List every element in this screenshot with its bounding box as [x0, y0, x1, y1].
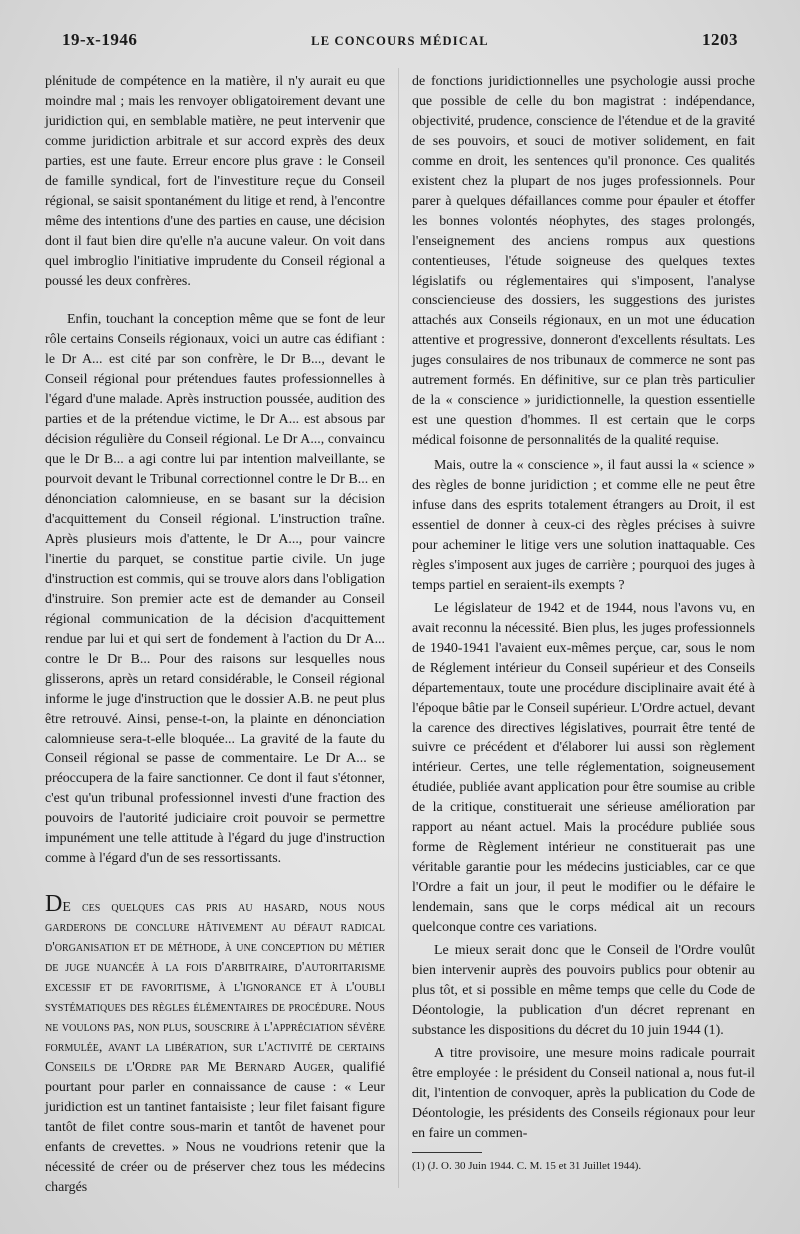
issue-date: 19-x-1946 [62, 30, 138, 49]
journal-title: LE CONCOURS MÉDICAL [311, 34, 489, 48]
paragraph: Enfin, touchant la conception même que se font de leur rôle certains Conseils régionaux, voici un autre cas édifiant : le Dr A... est cité par son confrère, le Dr B..., devant le Conseil régional pour prétendues fautes professionnelles à l'égard d'une malade. Après instruction poussée, audition des parties et de la prétendue victime, le Dr A... est absous par décision régulière du Conseil régional. Le Dr A..., convaincu que le Dr B... a agi contre lui par intention malveillante, se pourvoit devant le Tribunal correctionnel contre le Dr B... en dénonciation calomnieuse, en se basant sur la décision d'acquittement du Conseil régional. L'instruction traîne. Après plusieurs mois d'attente, le Dr A..., pour vaincre l'inertie du parquet, se constitue partie civile. Un juge d'instruction est commis, qui se trouve alors dans l'obligation d'instruire. Son premier acte est de demander au Conseil régional communication de la décision d'acquittement rendue par lui et qui sert de fondement à l'action du Dr A... contre le Dr B... Pour des raisons sur lesquelles nous glisserons, après un retard considérable, le Conseil régional informe le juge d'instruction que le dossier A.B. ne peut plus être retrouvé. Ainsi, pense-t-on, la plainte en dénonciation calomnieuse sera-t-elle bloquée... La gravité de la faute du Conseil régional se passe de commentaire. Le Dr A... se préoccupera de la faire sanctionner. Ce dont il faut s'étonner, c'est qu'un tribunal professionnel investi d'une fraction des pouvoirs de l'autorité judiciaire croit pouvoir se permettre impunément une telle attitude à l'égard du juge d'instruction comme à l'égard d'un de ses ressortissants. [45, 312, 385, 867]
paragraph: de fonctions juridictionnelles une psychologie aussi proche que possible de celle du bon magistrat : indépendance, objectivité, prudence, conscience de l'étendue et de la gravité de ses pouvoirs, et souci de motiver solidement, en fait comme en droit, les sentences qu'il prononce. Ces qualités existent chez la plupart de nos juges professionnels. Pour parer à quelques défaillances comme pour épauler et étoffer les bonnes volontés néophytes, des stages prolongés, l'enseignement des anciens rompus aux questions contentieuses, l'étude soigneuse des quelques textes législatifs ou réglementaires qui s'imposent, l'analyse consciencieuse des dossiers, les suggestions des juristes attachés aux Conseils régionaux, en un mot une éducation attentive et progressive, donneront d'excellents résultats. Les juges consulaires de nos tribunaux de commerce ne sont pas autrement formés. En définitive, sur ce plan très particulier de la « conscience » juridictionnelle, la question essentielle est une question d'hommes. Il est certain que le corps médical foisonne de personnalités de la qualité requise. [412, 74, 755, 449]
paragraph: A titre provisoire, une mesure moins radicale pourrait être employée : le président du Conseil national a, nous fut-il dit, l'intention de convoquer, après la publication du Code de Déontologie, les présidents des Conseils régionaux pour leur en faire un commen- [412, 1045, 755, 1141]
footnote: (1) (J. O. 30 Juin 1944. C. M. 15 et 31 Juillet 1944). [412, 1159, 642, 1172]
column-divider [398, 68, 399, 1188]
paragraph-text: E ces quelques cas pris au hasard, nous nous garderons de conclure hâtivement au défaut radical d'organisation et de méthode, à une conception du métier de juge nuancée à la fois d'arbitraire, d'autoritarisme excessif et de favoritisme, à l'ignorance et à l'oubli systématiques des règles élémentaires de procédure. Nous ne voulons pas, non plus, souscrire à l'appréciation sévère formulée, avant la libération, sur l'activité de certains Conseils de l'Ordre par Me Bernard [45, 900, 385, 1075]
paragraph-text: , qualifié pourtant pour parler en connaissance de cause : « Leur juridiction est un tantinet fantaisiste ; leur filet faisant figure tantôt de filet contre sous-marin et tantôt de havenet pour enfants de crevettes. » Nous ne voudrions retenir que la nécessité de créer ou de préserver chez tous les médecins chargés [45, 1059, 385, 1195]
right-column [412, 72, 755, 1173]
author-name: Auger [293, 1059, 331, 1075]
paragraph: plénitude de compétence en la matière, il n'y aurait eu que moindre mal ; mais les renvoyer obligatoirement devant une juridiction qui, en semblable matière, ne peut intervenir que comme juridiction arbitrale et sur accord exprès des deux parties, est une faute. Erreur encore plus grave : le Conseil de famille syndical, fort de l'investiture reçue du Conseil régional, se saisit spontanément du litige et rend, à l'encontre même des intentions d'une des parties en cause, une décision dont il faut bien dire qu'elle n'a aucune valeur. On voit dans quel imbroglio l'initiative imprudente du Conseil régional a poussé les deux confrères. [45, 74, 385, 289]
drop-cap: D [45, 891, 63, 918]
left-column [45, 72, 385, 1197]
paragraph: Le mieux serait donc que le Conseil de l'Ordre voulût bien intervenir auprès des pouvoirs publics pour obtenir au plus tôt, et si possible en même temps que celle du Code de Déontologie, la publication d'un décret reprenant en substance les dispositions du décret du 10 juin 1944 (1). [412, 942, 755, 1038]
page-header [62, 30, 738, 50]
paragraph: Le législateur de 1942 et de 1944, nous l'avons vu, en avait reconnu la nécessité. Bien plus, les juges professionnels de 1940-1941 l'avaient eux-mêmes perçue, car, sous le nom de Réglement intérieur du Conseil supérieur et des Conseils départementaux, toute une procédure disciplinaire avait été à l'époque bâtie par le Conseil supérieur. L'Ordre actuel, devant la carence des directives législatives, pourrait être tenté de suivre ce précédent et d'élaborer lui aussi son règlement intérieur. Certes, une telle réglementation, soigneusement étudiée, publiée avant application pour être soumise au crible de la critique, constituerait une sérieuse amélioration par rapport au néant actuel. Mais la procédure publiée sous forme de Règlement intérieur ne constituerait pas une véritable garantie pour les médecins justiciables, car ce que l'Ordre a fait un jour, il peut le modifier ou le défaire le lendemain, sans que le corps médical ait un recours quelconque contre ces variations. [412, 600, 755, 936]
page-number: 1203 [702, 30, 738, 49]
paragraph-dropcap [45, 891, 385, 1197]
footnote-rule [412, 1152, 482, 1153]
paragraph: Mais, outre la « conscience », il faut aussi la « science » des règles de bonne juridiction ; et comme elle ne peut être infuse dans des esprits totalement étrangers au Droit, il est essentiel de donner à ceux-ci des règles précises à suivre pour acheminer le litige vers une solution inattaquable. Ces règles s'imposent aux juges de carrière ; pourquoi des juges à temps partiel en seraient-ils exempts ? [412, 458, 755, 593]
